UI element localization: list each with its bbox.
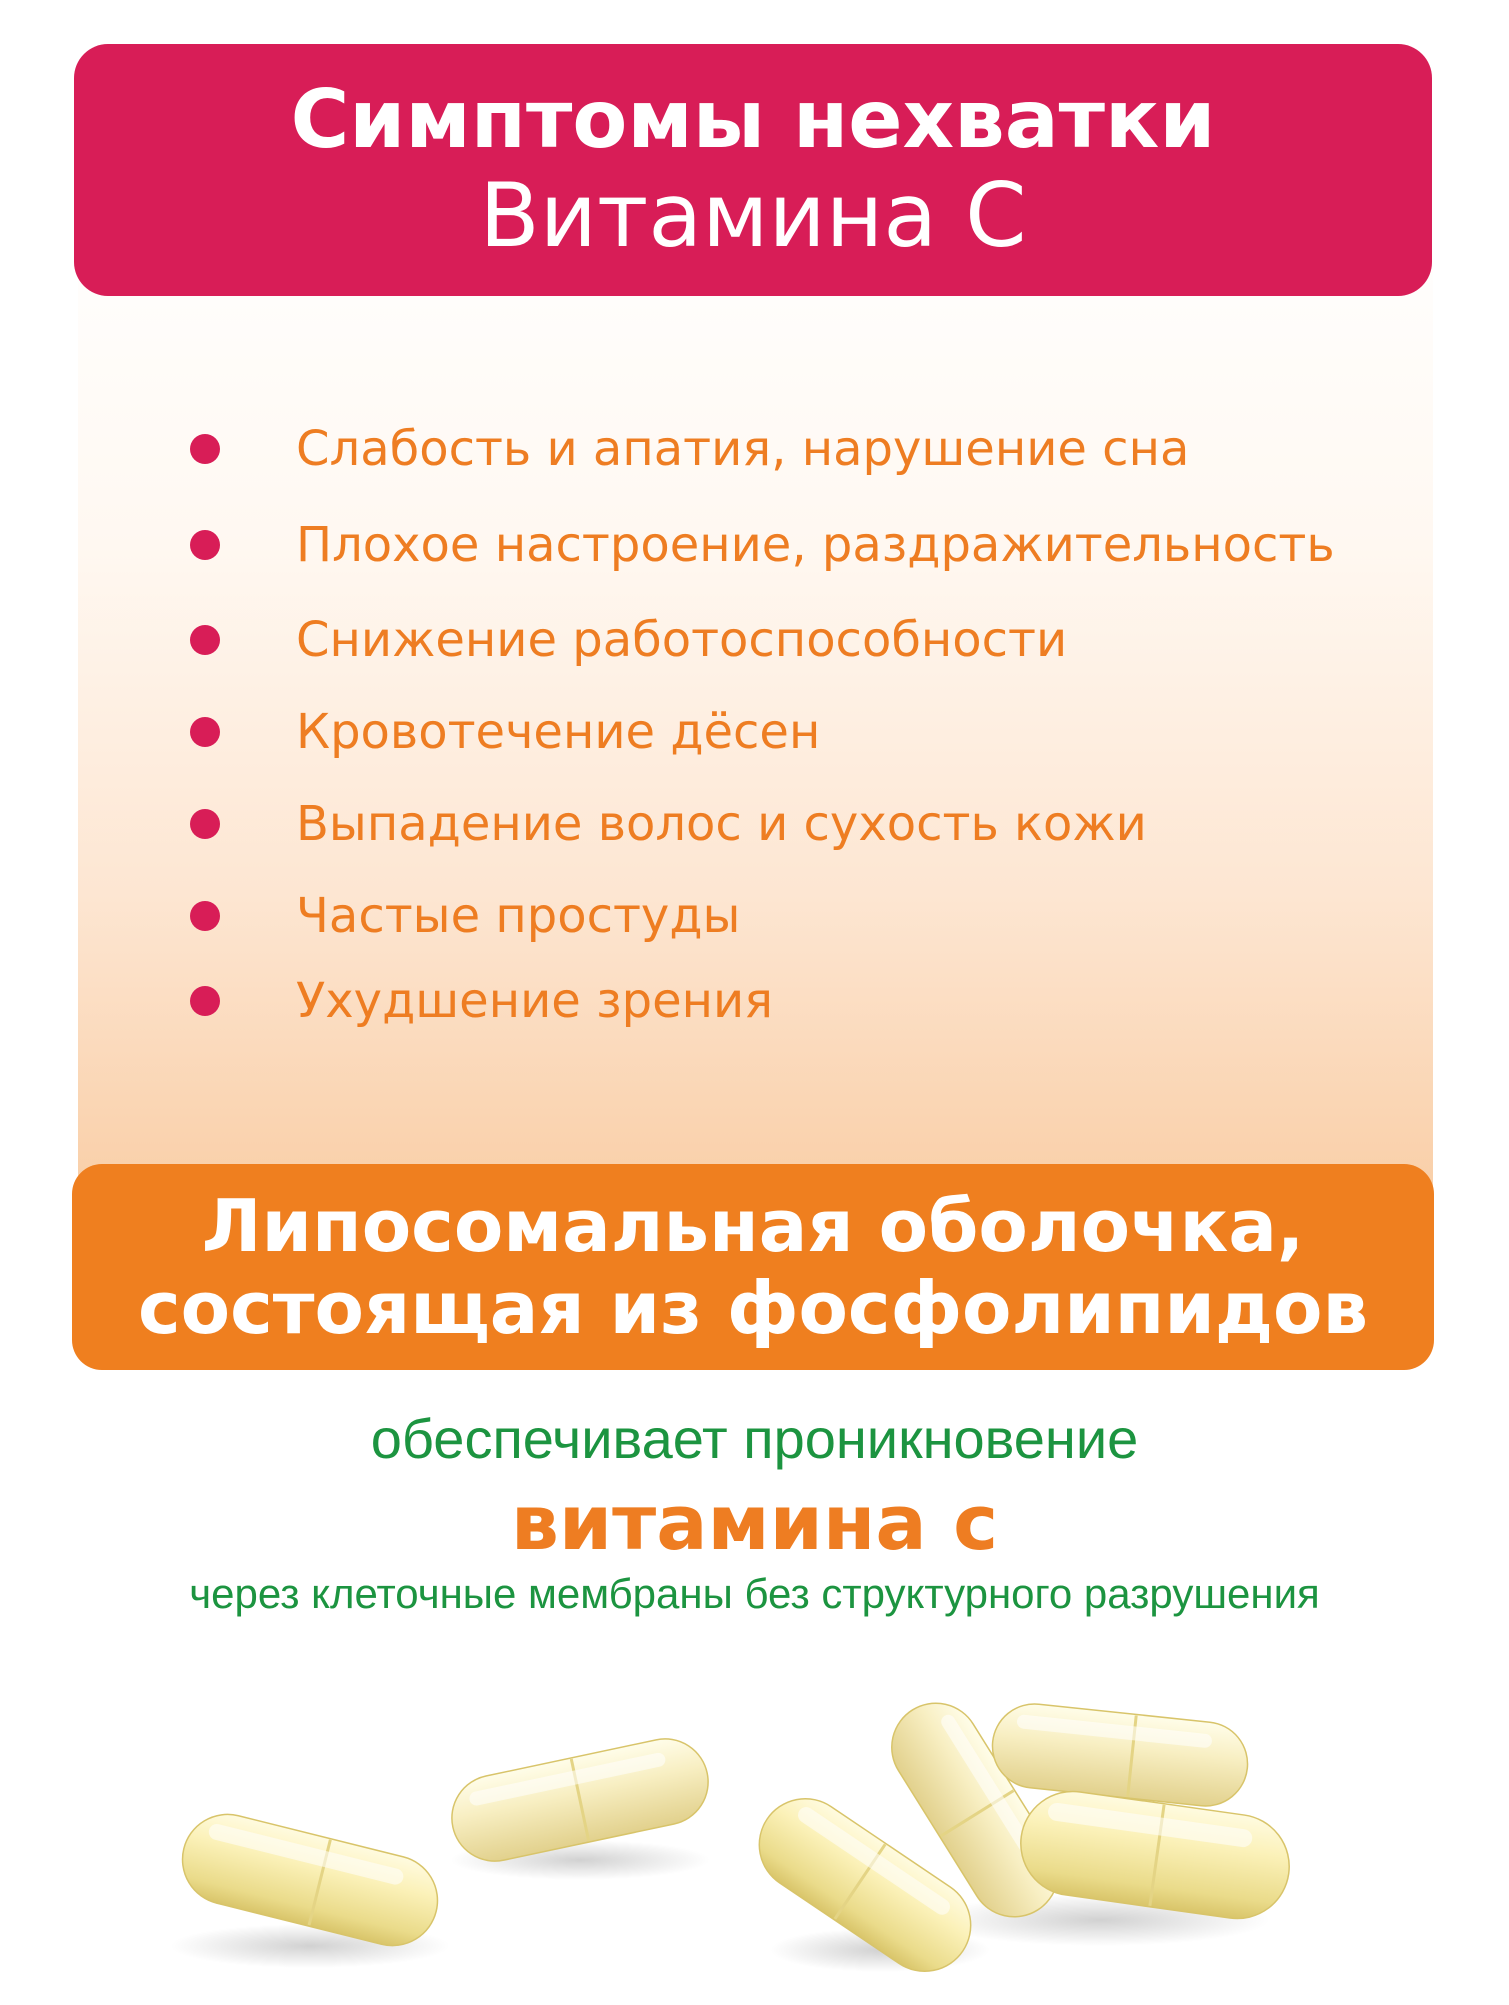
description-line3: через клеточные мембраны без структурного разрушения <box>189 1570 1320 1617</box>
symptom-text: Плохое настроение, раздражительность <box>296 517 1335 573</box>
bullet-dot-icon <box>190 986 220 1016</box>
symptom-text: Выпадение волос и сухость кожи <box>296 796 1147 852</box>
symptom-text: Слабость и апатия, нарушение сна <box>296 421 1190 477</box>
symptom-text: Ухудшение зрения <box>296 973 774 1029</box>
list-item <box>0 881 1509 951</box>
list-item <box>0 789 1509 859</box>
list-item <box>0 605 1509 675</box>
header-title-line1: Симптомы нехватки <box>290 73 1216 166</box>
bullet-dot-icon <box>190 434 220 464</box>
description-highlight: витамина с <box>510 1478 999 1567</box>
list-item <box>0 510 1509 580</box>
symptom-text: Кровотечение дёсен <box>296 704 821 760</box>
list-item <box>0 697 1509 767</box>
banner-line2: состоящая из фосфолипидов <box>137 1266 1369 1350</box>
bullet-dot-icon <box>190 901 220 931</box>
description-line1: обеспечивает проникновение <box>370 1407 1139 1470</box>
bullet-dot-icon <box>190 530 220 560</box>
list-item <box>0 414 1509 484</box>
symptom-text: Частые простуды <box>296 888 741 944</box>
banner-line1: Липосомальная оболочка, <box>201 1184 1305 1268</box>
capsules-image <box>0 1650 1509 2005</box>
list-item <box>0 966 1509 1036</box>
bullet-dot-icon <box>190 717 220 747</box>
liposome-banner <box>72 1164 1434 1370</box>
bullet-dot-icon <box>190 809 220 839</box>
capsule <box>988 1700 1251 1810</box>
header-title-line2: Витамина С <box>479 164 1027 267</box>
symptom-text: Снижение работоспособности <box>296 612 1068 668</box>
bullet-dot-icon <box>190 625 220 655</box>
